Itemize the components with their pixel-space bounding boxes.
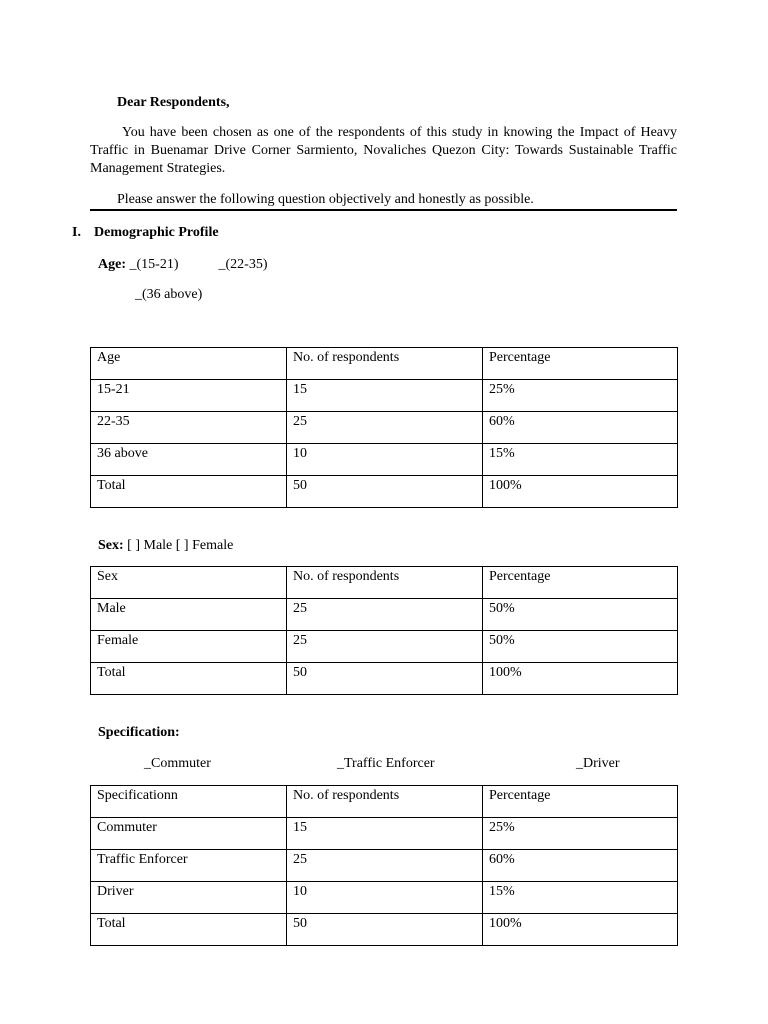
table-cell: 15%: [483, 444, 678, 476]
letter-intro: [90, 124, 677, 178]
sex-question: [98, 538, 233, 554]
age-question: [98, 257, 268, 273]
table-header-row: [91, 348, 678, 380]
table-header-row: [91, 567, 678, 599]
table-row: [91, 882, 678, 914]
table-cell: 36 above: [91, 444, 287, 476]
age-label: Age:: [98, 257, 126, 272]
table-cell: Total: [91, 914, 287, 946]
spec-option-traffic-enforcer[interactable]: _Traffic Enforcer: [337, 756, 435, 771]
table-header-cell: No. of respondents: [287, 567, 483, 599]
section-title: Demographic Profile: [94, 225, 219, 240]
table-cell: 50: [287, 476, 483, 508]
table-row: [91, 818, 678, 850]
table-row: [91, 380, 678, 412]
sex-options[interactable]: [ ] Male [ ] Female: [127, 538, 234, 553]
table-cell: 100%: [483, 914, 678, 946]
table-cell: 10: [287, 882, 483, 914]
table-row: [91, 850, 678, 882]
table-cell: 22-35: [91, 412, 287, 444]
table-cell: 100%: [483, 476, 678, 508]
table-cell: 25: [287, 850, 483, 882]
specification-label: Specification:: [98, 725, 180, 740]
age-option-22-35[interactable]: _(22-35): [218, 257, 268, 272]
table-cell: 100%: [483, 663, 678, 695]
table-row: [91, 631, 678, 663]
table-cell: 50: [287, 914, 483, 946]
table-cell: 50%: [483, 599, 678, 631]
table-header-cell: Age: [91, 348, 287, 380]
sex-table: [90, 566, 678, 695]
table-header-cell: Percentage: [483, 567, 678, 599]
specification-table: [90, 785, 678, 946]
table-cell: 15: [287, 818, 483, 850]
table-cell: Driver: [91, 882, 287, 914]
table-cell: 50%: [483, 631, 678, 663]
table-row: [91, 599, 678, 631]
table-row: [91, 663, 678, 695]
age-option-15-21[interactable]: _(15-21): [129, 257, 179, 272]
table-cell: 15-21: [91, 380, 287, 412]
table-cell: 15%: [483, 882, 678, 914]
spec-table-body: [91, 786, 678, 946]
table-header-cell: Sex: [91, 567, 287, 599]
table-cell: Traffic Enforcer: [91, 850, 287, 882]
table-header-cell: No. of respondents: [287, 786, 483, 818]
age-table: [90, 347, 678, 508]
table-cell: 25: [287, 631, 483, 663]
spec-option-commuter[interactable]: _Commuter: [144, 756, 211, 771]
table-header-cell: Specificationn: [91, 786, 287, 818]
section-number: I.: [72, 225, 81, 240]
table-cell: 25: [287, 412, 483, 444]
table-header-cell: Percentage: [483, 786, 678, 818]
letter-intro-text: You have been chosen as one of the respondents of this study in knowing the Impact of Heavy Traffic in Buenamar Drive Corner Sarmiento, Novaliches Quezon City: Towards Sustainable Traffic Management Strategies.: [90, 125, 677, 176]
sex-label: Sex:: [98, 538, 124, 553]
table-cell: 50: [287, 663, 483, 695]
table-header-cell: No. of respondents: [287, 348, 483, 380]
table-row: [91, 476, 678, 508]
table-row: [91, 914, 678, 946]
divider-rule: [90, 209, 677, 211]
section-heading: [72, 225, 219, 241]
table-header-row: [91, 786, 678, 818]
letter-instruction: Please answer the following question objectively and honestly as possible.: [117, 192, 534, 207]
table-row: [91, 444, 678, 476]
table-cell: 25: [287, 599, 483, 631]
table-header-cell: Percentage: [483, 348, 678, 380]
table-cell: Commuter: [91, 818, 287, 850]
table-cell: Total: [91, 663, 287, 695]
table-cell: 25%: [483, 818, 678, 850]
table-cell: Male: [91, 599, 287, 631]
spec-option-driver[interactable]: _Driver: [576, 756, 620, 771]
table-row: [91, 412, 678, 444]
age-table-body: [91, 348, 678, 508]
table-cell: 60%: [483, 850, 678, 882]
table-cell: Total: [91, 476, 287, 508]
table-cell: 10: [287, 444, 483, 476]
table-cell: 15: [287, 380, 483, 412]
table-cell: 60%: [483, 412, 678, 444]
age-option-36-above[interactable]: _(36 above): [135, 287, 203, 302]
letter-greeting: Dear Respondents,: [117, 95, 230, 110]
sex-table-body: [91, 567, 678, 695]
table-cell: 25%: [483, 380, 678, 412]
table-cell: Female: [91, 631, 287, 663]
